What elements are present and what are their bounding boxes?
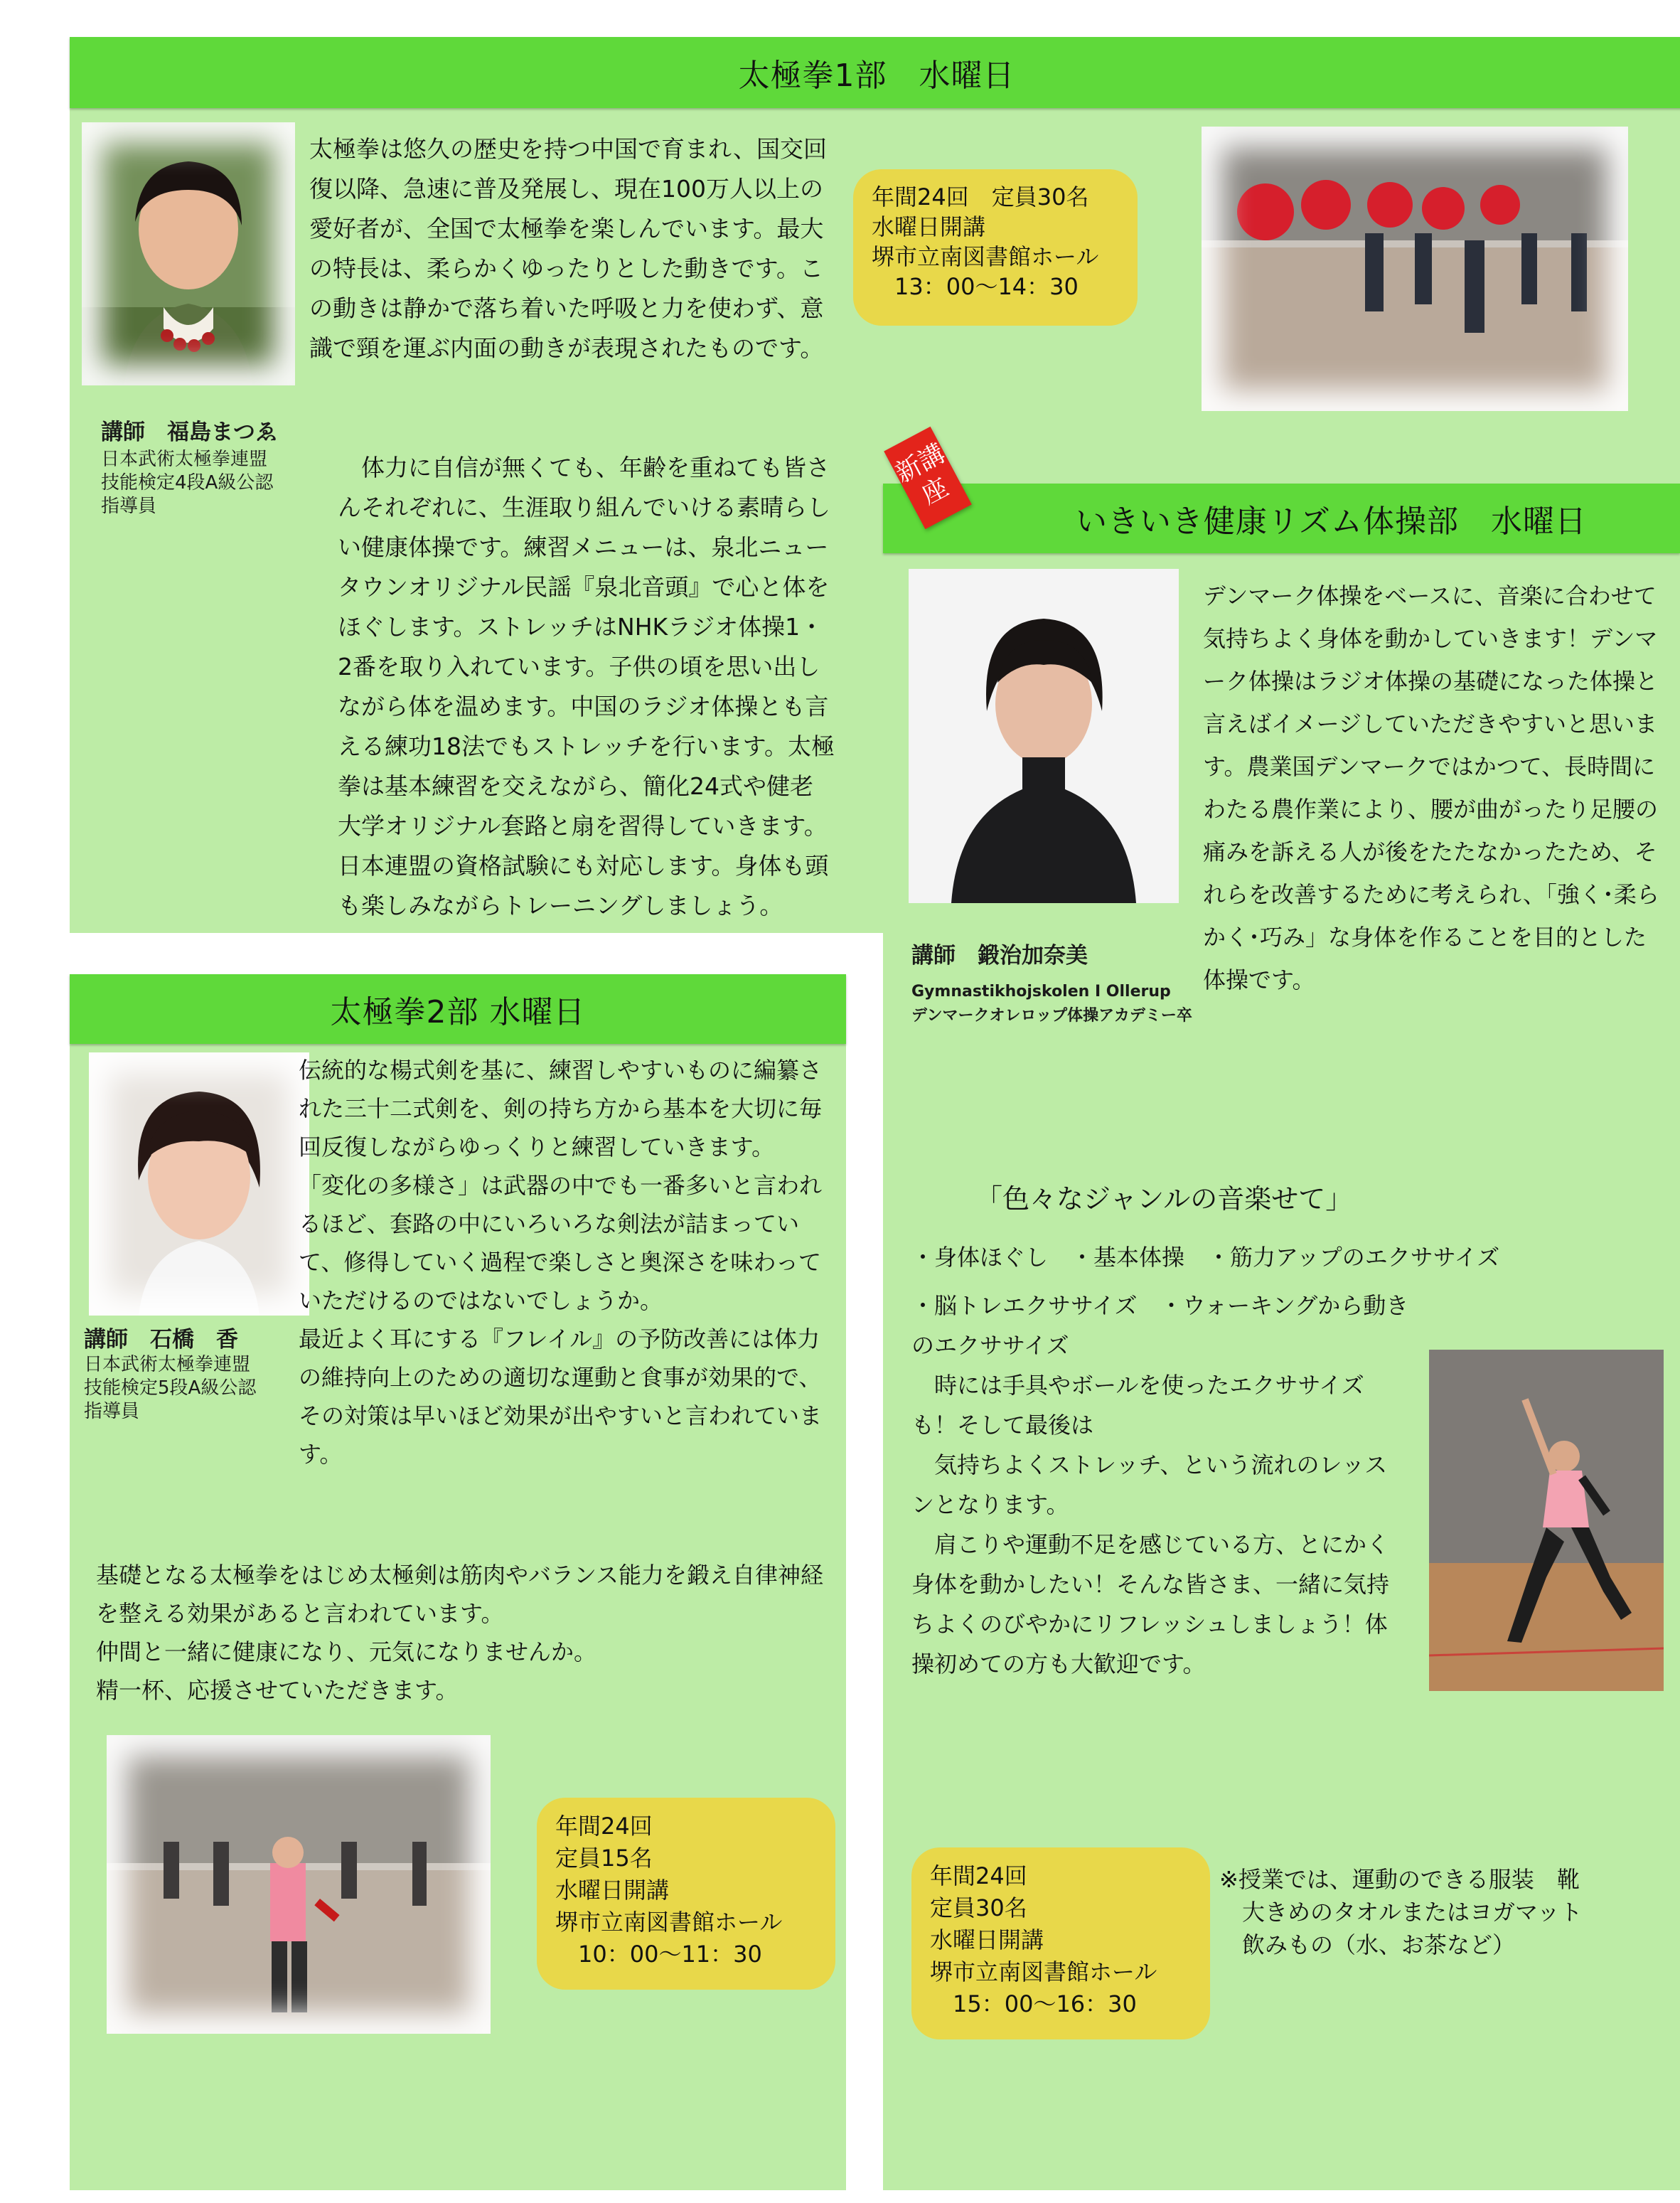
taichi2-class-photo bbox=[107, 1735, 491, 2034]
rhythm-subtitle: 「色々なジャンルの音楽せて」 bbox=[975, 1183, 1353, 1215]
rhythm-paragraph-4: 肩こりや運動不足を感じている方、とにかく身体を動かしたい！そんな皆さま、一緒に気持ちよくのびやかにリフレッシュしましょう！体操初めての方も大歓迎です。 bbox=[911, 1531, 1390, 1677]
rhythm-list-item-1: ・身体ほぐし ・基本体操 ・筋力アップのエクササイズ bbox=[911, 1244, 1500, 1271]
rhythm-dancer-photo bbox=[1429, 1350, 1664, 1691]
taichi1-text-top bbox=[309, 129, 835, 368]
taichi1-instructor-desc: 日本武術太極拳連盟 技能検定4段A級公認 指導員 bbox=[101, 449, 274, 517]
taichi2-paragraph-3: 最近よく耳にする『フレイル』の予防改善には体力の維持向上のための適切な運動と食事が効果的で、その対策は早いほど効果が出やすいと言われています。 bbox=[299, 1325, 823, 1468]
rhythm-instructor-desc: Gymnastikhojskolen I Ollerup デンマークオレロップ体操アカデミー卒 bbox=[911, 983, 1192, 1025]
taichi2-instructor-desc: 日本武術太極拳連盟 技能検定5段A級公認 指導員 bbox=[84, 1354, 257, 1422]
new-course-badge: 新講座 bbox=[884, 427, 972, 529]
taichi1-class-photo bbox=[1202, 127, 1628, 411]
rhythm-paragraph-3: 気持ちよくストレッチ、という流れのレッスンとなります。 bbox=[911, 1451, 1388, 1518]
rhythm-text bbox=[1203, 575, 1665, 1001]
taichi2-title: 太極拳2部 水曜日 bbox=[70, 974, 846, 1044]
taichi2-paragraph-1: 伝統的な楊式剣を基に、練習しやすいものに編纂された三十二式剣を、剣の持ち方から基本を大切に毎回反復しながらゆっくりと練習していきます。 bbox=[299, 1057, 823, 1161]
taichi2-paragraph-5: 仲間と一緒に健康になり、元気になりませんか。 bbox=[96, 1638, 597, 1665]
rhythm-list bbox=[911, 1236, 1608, 1279]
taichi1-instructor-name: 講師 福島まつゑ bbox=[101, 420, 277, 445]
taichi1-paragraph-1: 太極拳は悠久の歴史を持つ中国で育まれ、国交回復以降、急速に普及発展し、現在100万人以上の愛好者が、全国で太極拳を楽しんでいます。最大の特長は、柔らかくゆったりとした動きです。この動きは静かで落ち着いた呼吸と力を使わず、意識で頸を運ぶ内面の動きが表現されたものです。 bbox=[309, 135, 827, 362]
taichi2-paragraph-4: 基礎となる太極拳をはじめ太極剣は筋肉やバランス能力を鍛え自律神経を整える効果があると言われています。 bbox=[96, 1562, 824, 1627]
taichi2-text-bottom bbox=[96, 1556, 828, 1709]
rhythm-info-box: 年間24回 定員30名 水曜日開講 堺市立南図書館ホール 15：00〜16：30 bbox=[911, 1847, 1210, 2039]
taichi2-paragraph-6: 精一杯、応援させていただきます。 bbox=[96, 1677, 459, 1704]
rhythm-paragraph-2: 時には手具やボールを使ったエクササイズも！そして最後は bbox=[911, 1372, 1364, 1439]
taichi1-title: 太極拳1部 水曜日 bbox=[70, 37, 1680, 108]
instructor-photo-kaji bbox=[909, 569, 1179, 903]
rhythm-paragraph-1: デンマーク体操をベースに、音楽に合わせて気持ちよく身体を動かしていきます！デンマーク体操はラジオ体操の基礎になった体操と言えばイメージしていただきやすいと思います。農業国デンマークではかつて、長時間にわたる農作業により、腰が曲がったり足腰の痛みを訴える人が後をたたなかったため、それらを改善するために考えられ、「強く･柔らかく･巧み」な身体を作ることを目的とした体操です。 bbox=[1203, 582, 1659, 993]
taichi1-info-box: 年間24回 定員30名 水曜日開講 堺市立南図書館ホール 13：00〜14：30 bbox=[853, 169, 1138, 326]
instructor-photo-fukushima bbox=[82, 122, 295, 385]
taichi2-text bbox=[299, 1051, 825, 1473]
rhythm-list-item-2: ・脳トレエクササイズ ・ウォーキングから動きのエクササイズ bbox=[911, 1292, 1409, 1359]
taichi2-instructor-name: 講師 石橋 香 bbox=[84, 1327, 238, 1353]
taichi1-paragraph-2: 体力に自信が無くても、年齢を重ねても皆さんそれぞれに、生涯取り組んでいける素晴らしい健康体操です。練習メニューは、泉北ニュータウンオリジナル民謡『泉北音頭』で心と体をほぐします。ストレッチはNHKラジオ体操1・2番を取り入れています。子供の頃を思い出しながら体を温めます。中国のラジオ体操とも言える練功18法でもストレッチを行います。太極拳は基本練習を交えながら、簡化24式や健老大学オリジナル套路と扇を習得していきます。日本連盟の資格試験にも対応します。身体も頭も楽しみながらトレーニングしましょう。 bbox=[338, 454, 835, 919]
taichi2-paragraph-2: 「変化の多様さ」は武器の中でも一番多いと言われるほど、套路の中にいろいろな剣法が詰まっていて、修得していく過程で楽しさと奥深さを味わっていただけるのではないでしょうか。 bbox=[299, 1172, 823, 1314]
instructor-photo-ishibashi bbox=[89, 1052, 309, 1316]
rhythm-title: いきいき健康リズム体操部 水曜日 bbox=[883, 484, 1680, 553]
taichi1-text-bottom bbox=[96, 448, 835, 926]
rhythm-instructor-name: 講師 鍛治加奈美 bbox=[911, 943, 1088, 969]
rhythm-note: ※授業では、運動のできる服装 靴 大きめのタオルまたはヨガマット 飲みもの（水、お茶など） bbox=[1219, 1866, 1583, 1958]
rhythm-list-2 bbox=[911, 1286, 1409, 1684]
taichi2-info-box: 年間24回 定員15名 水曜日開講 堺市立南図書館ホール 10：00〜11：30 bbox=[537, 1798, 835, 1990]
